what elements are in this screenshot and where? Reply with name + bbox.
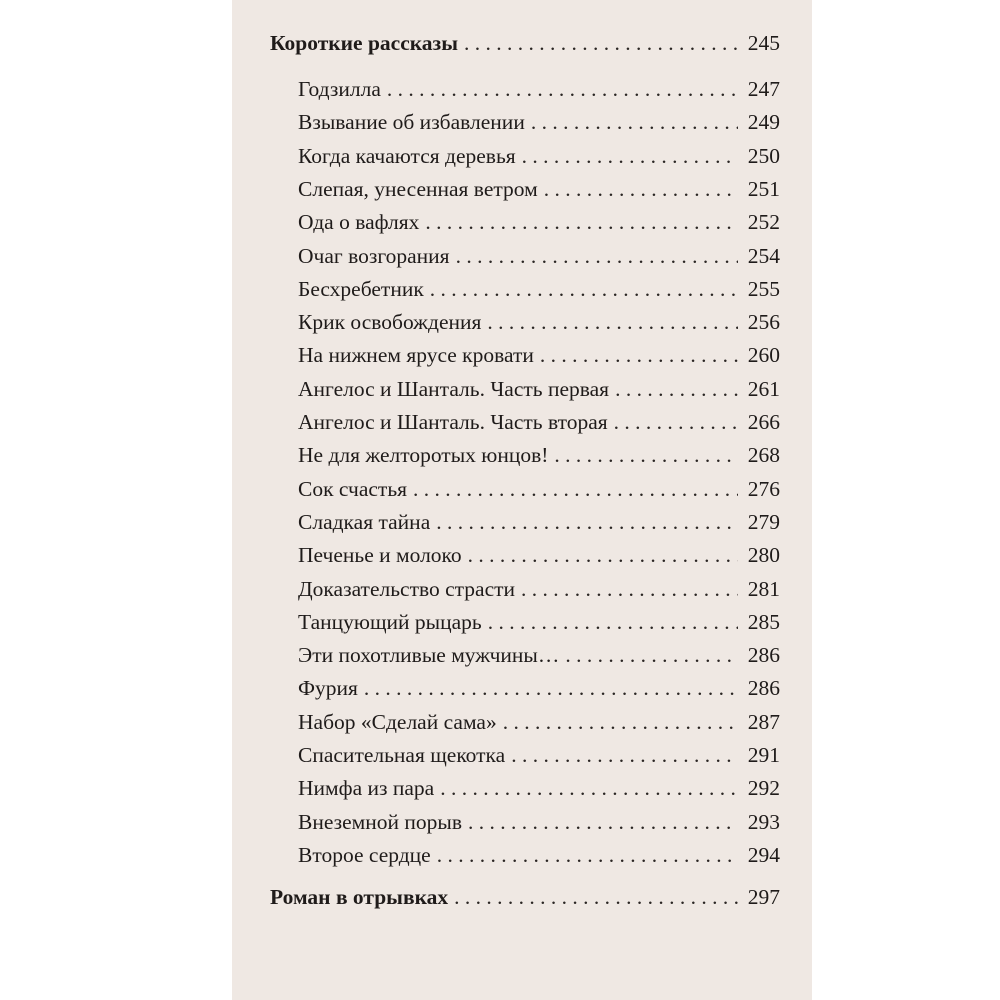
toc-entry [298,375,780,403]
entry-title: Нимфа из пара [298,776,435,801]
entry-title: Сладкая тайна [298,509,431,534]
entry-title: Танцующий рыцарь [298,609,482,634]
toc-entry [298,441,780,469]
dot-leader [387,75,738,103]
entry-title: На нижнем ярусе кровати [298,343,534,368]
toc-entry [298,408,780,436]
page-number: 297 [747,885,780,909]
dot-leader [440,774,738,802]
entry-title: Фурия [298,676,358,701]
page-number: 276 [747,476,780,501]
table-of-contents [232,0,812,1000]
toc-entry [298,541,780,569]
entry-title: Не для желторотых юнцов! [298,443,549,468]
dot-leader [531,108,738,136]
toc-entry [298,242,780,270]
dot-leader [454,883,738,911]
page-number: 294 [747,842,780,867]
entry-title: Ангелос и Шанталь. Часть вторая [298,410,608,434]
toc-entry [298,308,780,336]
toc-entry [298,75,780,103]
dot-leader [413,475,738,503]
toc-entry [298,641,780,669]
entry-title: Эти похотливые мужчины… [298,643,560,668]
dot-leader [540,341,738,369]
toc-entry [298,142,780,170]
entry-title: Крик освобождения [298,310,482,335]
dot-leader [488,608,738,636]
page-number: 287 [747,709,780,734]
section-title: Короткие рассказы [270,31,458,55]
section-title: Роман в отрывках [270,885,449,909]
entry-title: Спасительная щекотка [298,743,506,767]
entry-title: Взывание об избавлении [298,110,525,135]
toc-entry [298,708,780,736]
toc-entry [298,341,780,369]
toc-entry [298,575,780,603]
dot-leader [511,741,738,769]
page-number: 255 [747,276,780,301]
page-number: 249 [747,110,780,135]
dot-leader [468,541,738,569]
entry-title: Ода о вафлях [298,210,420,235]
page-number: 280 [747,543,780,568]
entry-title: Печенье и молоко [298,543,462,568]
page-number: 285 [747,609,780,634]
page-number: 286 [747,643,780,668]
dot-leader [437,841,738,869]
page-number: 252 [747,210,780,235]
dot-leader [544,175,738,203]
page-number: 245 [747,31,780,55]
page-number: 250 [747,143,780,168]
dot-leader [522,142,738,170]
page-number: 266 [747,410,780,434]
entry-title: Внеземной порыв [298,809,463,834]
dot-leader [503,708,738,736]
dot-leader [565,641,738,669]
toc-section-short-stories [270,29,780,57]
dot-leader [436,508,738,536]
dot-leader [464,29,738,57]
page-number: 286 [747,676,780,701]
dot-leader [521,575,738,603]
entry-title: Набор «Сделай сама» [298,709,497,734]
entry-title: Второе сердце [298,842,431,867]
toc-section-novel-excerpts [270,883,780,911]
page-number: 268 [747,443,780,468]
toc-entry [298,275,780,303]
entry-title: Доказательство страсти [298,576,516,601]
toc-entry [298,175,780,203]
page-number: 254 [747,243,780,268]
book-page [232,0,812,1000]
page-number: 247 [747,77,780,101]
toc-entry [298,208,780,236]
page-number: 260 [747,343,780,368]
entry-title: Когда качаются деревья [298,143,516,168]
page-number: 293 [747,809,780,834]
dot-leader [364,674,738,702]
toc-entry [298,841,780,869]
entry-title: Сок счастья [298,476,408,501]
toc-entry [298,774,780,802]
dot-leader [425,208,738,236]
entry-title: Очаг возгорания [298,243,450,268]
page-number: 279 [747,509,780,534]
dot-leader [554,441,738,469]
page-number: 251 [747,176,780,201]
entry-title: Бесхребетник [298,276,424,301]
dot-leader [456,242,738,270]
page-number: 291 [747,743,780,767]
page-number: 292 [747,776,780,801]
toc-entry [298,808,780,836]
toc-entry [298,475,780,503]
page-number: 261 [747,376,780,401]
toc-entry [298,108,780,136]
toc-entry [298,674,780,702]
page-number: 281 [747,576,780,601]
dot-leader [614,408,738,436]
toc-entry [298,741,780,769]
dot-leader [468,808,738,836]
entry-title: Ангелос и Шанталь. Часть первая [298,376,610,401]
toc-entry [298,608,780,636]
dot-leader [430,275,738,303]
entry-title: Слепая, унесенная ветром [298,176,538,201]
dot-leader [615,375,738,403]
dot-leader [487,308,738,336]
toc-entry [298,508,780,536]
page-number: 256 [747,310,780,335]
entry-title: Годзилла [298,77,381,101]
